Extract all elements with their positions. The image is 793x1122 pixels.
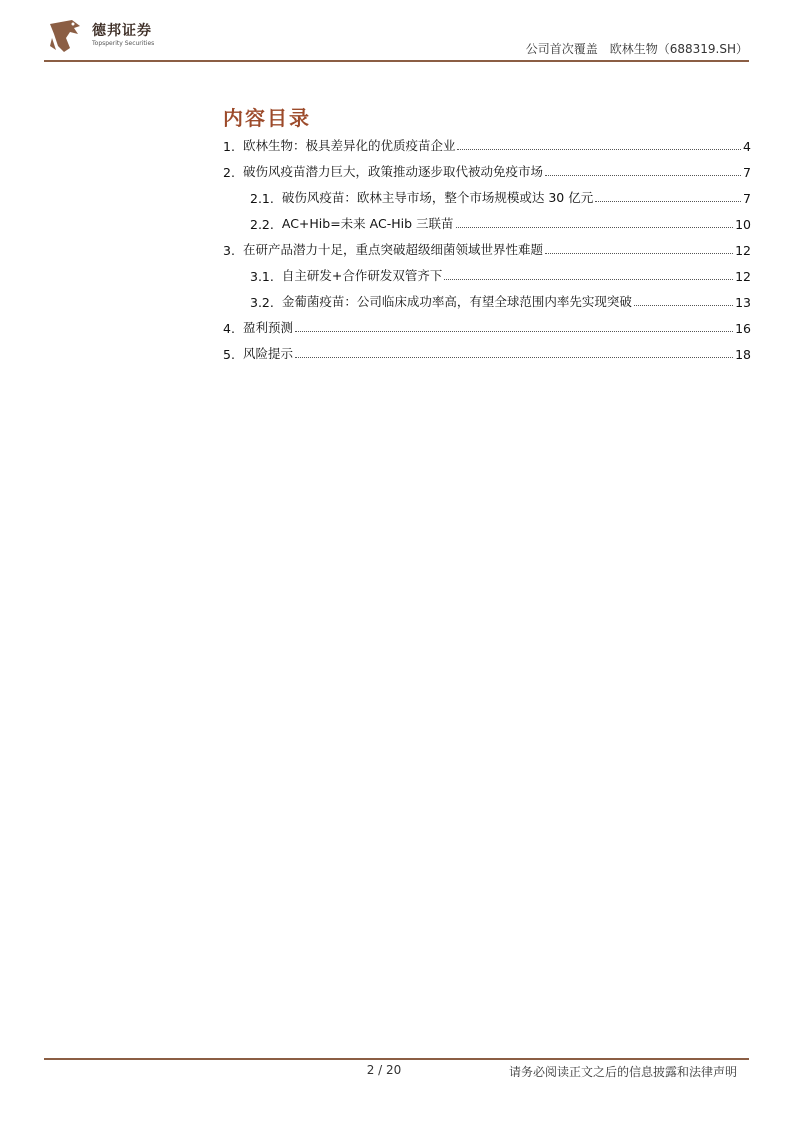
- toc-entry-page: 12: [735, 269, 751, 284]
- company-logo-icon: [44, 16, 86, 56]
- brand-name: 德邦证券: [92, 23, 152, 39]
- toc-leader-dots: [545, 253, 733, 254]
- toc-entry-number: 2.2.: [250, 217, 274, 232]
- toc-entry-text: 自主研发+合作研发双管齐下: [281, 268, 443, 283]
- legal-disclaimer: 请务必阅读正文之后的信息披露和法律声明: [508, 1065, 737, 1079]
- report-header: [526, 40, 748, 57]
- toc-entry-page: 13: [735, 295, 751, 310]
- brand-logo: [44, 16, 174, 56]
- toc-entry-text: 破伤风疫苗：欧林主导市场，整个市场规模或达 30 亿元: [281, 190, 594, 205]
- toc-leader-dots: [295, 357, 733, 358]
- toc-entry-page: 12: [735, 243, 751, 258]
- toc-leader-dots: [295, 331, 733, 332]
- toc-entry-text: 在研产品潜力十足，重点突破超级细菌领域世界性难题: [242, 242, 543, 257]
- toc-entry-number: 1.: [223, 139, 235, 154]
- toc-entry-text: 金葡菌疫苗：公司临床成功率高，有望全球范围内率先实现突破: [281, 294, 632, 309]
- page-indicator: 2 / 20: [366, 1063, 402, 1077]
- toc-entry-page: 7: [743, 165, 751, 180]
- toc-subentry[interactable]: [250, 212, 751, 232]
- toc-entry-number: 4.: [223, 321, 235, 336]
- toc-entry-page: 18: [735, 347, 751, 362]
- toc-entry[interactable]: [223, 316, 751, 336]
- toc-entry[interactable]: [223, 134, 751, 154]
- toc-entry-text: AC+Hib=未来 AC-Hib 三联苗: [281, 216, 454, 231]
- toc-leader-dots: [457, 149, 741, 150]
- toc-entry-text: 欧林生物：极具差异化的优质疫苗企业: [242, 138, 456, 153]
- toc-entry-number: 3.: [223, 243, 235, 258]
- footer-divider: [44, 1058, 749, 1060]
- toc-entry-page: 10: [735, 217, 751, 232]
- toc-entry-number: 5.: [223, 347, 235, 362]
- report-type: 公司首次覆盖: [525, 42, 598, 56]
- toc-entry[interactable]: [223, 160, 751, 180]
- toc-entry[interactable]: [223, 342, 751, 362]
- toc-entry-text: 破伤风疫苗潜力巨大，政策推动逐步取代被动免疫市场: [242, 164, 543, 179]
- toc-title: 内容目录: [223, 106, 311, 130]
- toc-entry-number: 2.: [223, 165, 235, 180]
- toc-leader-dots: [456, 227, 734, 228]
- toc-entry-text: 风险提示: [242, 346, 293, 361]
- toc-leader-dots: [545, 175, 741, 176]
- toc-subentry[interactable]: [250, 264, 751, 284]
- brand-subtitle: Topsperity Securities: [92, 40, 155, 47]
- toc-entry-number: 3.1.: [250, 269, 274, 284]
- toc-entry-text: 盈利预测: [242, 320, 293, 335]
- toc-entry[interactable]: [223, 238, 751, 258]
- toc-entry-number: 2.1.: [250, 191, 274, 206]
- toc-leader-dots: [595, 201, 741, 202]
- toc-subentry[interactable]: [250, 186, 751, 206]
- toc-entry-page: 7: [743, 191, 751, 206]
- toc-entry-page: 16: [735, 321, 751, 336]
- company-ticker: 欧林生物（688319.SH）: [609, 42, 748, 56]
- toc-subentry[interactable]: [250, 290, 751, 310]
- toc-entry-page: 4: [743, 139, 751, 154]
- header-divider: [44, 60, 749, 62]
- toc-entry-number: 3.2.: [250, 295, 274, 310]
- toc-leader-dots: [634, 305, 733, 306]
- toc-leader-dots: [444, 279, 733, 280]
